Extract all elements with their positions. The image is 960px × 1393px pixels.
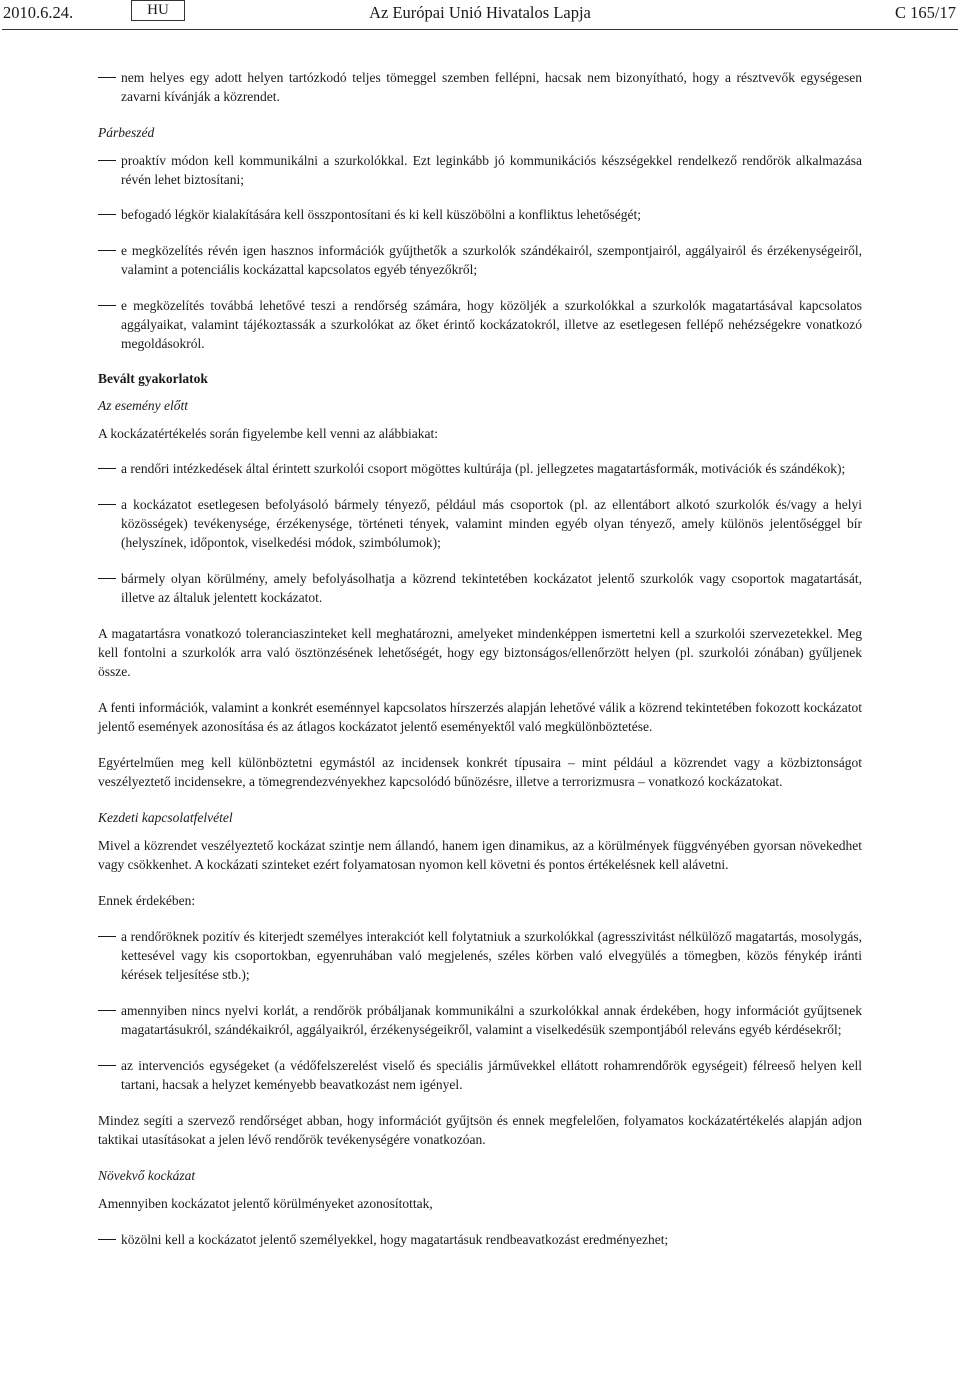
- paragraph: Ennek érdekében:: [98, 893, 196, 908]
- list-item-text: e megközelítés továbbá lehetővé teszi a rendőrség számára, hogy közöljék a szurkolókkal a szurkolók magatartásával kapcsolatos aggályaikat, valamint tájékoztassák a szurkolókat az őket érintő kockázatokról, illetve az esetlegesen fellépő nehézségekre vonatkozó megoldásokról.: [121, 298, 862, 351]
- list-item: [98, 241, 862, 279]
- paragraph: Egyértelműen meg kell különböztetni egymástól az incidensek konkrét típusaira – mint például a közrendet vagy a közbiztonságot veszélyeztető incidensekre, a tömegrendezvényekhez kapcsolódó bűnözésre, illetve a terrorizmusra – vonatkozó kockázatokat.: [98, 755, 862, 789]
- header-rule: [2, 29, 958, 30]
- paragraph: A fenti információk, valamint a konkrét eseménnyel kapcsolatos hírszerzés alapján lehetővé válik a közrend tekintetében fokozott kockázatot jelentő események azonosítása és az átlagos kockázatot jelentő eseményektől való megkülönböztetése.: [98, 700, 862, 734]
- list-item: [98, 495, 862, 552]
- list-item-text: nem helyes egy adott helyen tartózkodó teljes tömeggel szemben fellépni, hacsak nem bizonyítható, hogy a résztvevők egységesen zavarni kívánják a közrendet.: [121, 70, 862, 104]
- list-item: [98, 459, 862, 478]
- paragraph: A magatartásra vonatkozó toleranciaszinteket kell meghatározni, amelyeket mindenképpen ismertetni kell a szurkolói szervezetekkel. Meg kell fontolni a szurkolók arra való ösztönzésének lehetőségét, hogy egy biztonságos/ellenőrzött helyen (pl. szurkolói zónában) gyűljenek össze.: [98, 626, 862, 679]
- list-item: [98, 205, 862, 224]
- list-item-text: bármely olyan körülmény, amely befolyásolhatja a közrend tekintetében kockázatot jelentő szurkolók vagy csoportok magatartását, illetve az általuk jelentett kockázatot.: [121, 571, 862, 605]
- paragraph: Mivel a közrendet veszélyeztető kockázat szintje nem állandó, hanem igen dinamikus, az a körülmények függvényében gyorsan növekedhet vagy csökkenhet. A kockázati szinteket ezért folyamatosan nyomon kell követni és pontos értékelésnek kell alávetni.: [98, 838, 862, 872]
- list-item-text: a rendőröknek pozitív és kiterjedt személyes interakciót kell folytatniuk a szurkolókkal (agresszivitást nélkülöző magatartás, mosolygás, kettesével vagy kis csoportokban, egyenruhában való megjelenés, széles körben való elvegyülés a tömegben, közös fénykép iránti kérések teljesítése stb.);: [121, 929, 862, 982]
- journal-title: Az Európai Unió Hivatalos Lapja: [369, 3, 591, 22]
- document-body: [98, 68, 862, 1249]
- list-item: [98, 927, 862, 984]
- paragraph: A kockázatértékelés során figyelembe kell venni az alábbiakat:: [98, 426, 438, 441]
- list-item: [98, 151, 862, 189]
- list-item: [98, 1056, 862, 1094]
- section-heading-parbeszed: Párbeszéd: [98, 125, 155, 140]
- list-item-text: az intervenciós egységeket (a védőfelszerelést viselő és speciális járművekkel ellátott rohamrendőrök egységeit) félreeső helyen kell tartani, hacsak a helyzet keményebb beavatkozást nem igényel.: [121, 1058, 862, 1092]
- list-item: [98, 68, 862, 106]
- list-item-text: amennyiben nincs nyelvi korlát, a rendőrök próbáljanak kommunikálni a szurkolókkal annak érdekében, hogy információt gyűjtsenek magatartásukról, szándékaikról, aggályaikról, érzékenységeikről, valamint a viselkedésük szempontjából releváns egyéb kérdésekről;: [121, 1003, 862, 1037]
- language-code-box: HU: [131, 0, 185, 21]
- paragraph: Amennyiben kockázatot jelentő körülményeket azonosítottak,: [98, 1196, 433, 1211]
- list-item-text: a kockázatot esetlegesen befolyásoló bármely tényező, például más csoportok (pl. az ellentábort alkotó szurkolók és/vagy a helyi közösségek) tevékenysége, érzékenysége, történeti tények, valamint minden egyéb olyan tényező, amely különös jelentőséggel bír (helyszínek, időpontok, viselkedési módok, szimbólumok);: [121, 497, 862, 550]
- list-item: [98, 569, 862, 607]
- subheading-novekvo-kockazat: Növekvő kockázat: [98, 1168, 196, 1183]
- list-item-text: e megközelítés révén igen hasznos információk gyűjthetők a szurkolók szándékairól, szempontjairól, aggályairól és érzékenységeiről, valamint a potenciális kockázattal kapcsolatos egyéb tényezőkről;: [121, 243, 862, 277]
- list-item-text: a rendőri intézkedések által érintett szurkolói csoport mögöttes kultúrája (pl. jellegzetes magatartásformák, motivációk és szándékok);: [121, 461, 846, 476]
- section-heading-bevalt-gyakorlatok: Bevált gyakorlatok: [98, 371, 208, 386]
- subheading-kezdeti-kapcsolatfelvetel: Kezdeti kapcsolatfelvétel: [98, 810, 233, 825]
- page-number: C 165/17: [895, 3, 956, 22]
- list-item: [98, 1230, 862, 1249]
- publication-date: 2010.6.24.: [3, 3, 74, 22]
- subheading-az-esemeny-elott: Az esemény előtt: [98, 398, 188, 413]
- list-item: [98, 296, 862, 353]
- list-item-text: közölni kell a kockázatot jelentő személyekkel, hogy magatartásuk rendbeavatkozást eredményezhet;: [121, 1232, 669, 1247]
- list-item-text: befogadó légkör kialakítására kell összpontosítani és ki kell küszöbölni a konfliktus lehetőségét;: [121, 207, 642, 222]
- list-item: [98, 1001, 862, 1039]
- page-header: [0, 0, 960, 30]
- list-item-text: proaktív módon kell kommunikálni a szurkolókkal. Ezt leginkább jó kommunikációs készségekkel rendelkező rendőrök alkalmazása révén lehet biztosítani;: [121, 153, 862, 187]
- paragraph: Mindez segíti a szervező rendőrséget abban, hogy információt gyűjtsön és ennek megfelelően, folyamatos kockázatértékelés alapján adjon taktikai utasításokat a jelen lévő rendőrök tevékenységére vonatkozóan.: [98, 1113, 862, 1147]
